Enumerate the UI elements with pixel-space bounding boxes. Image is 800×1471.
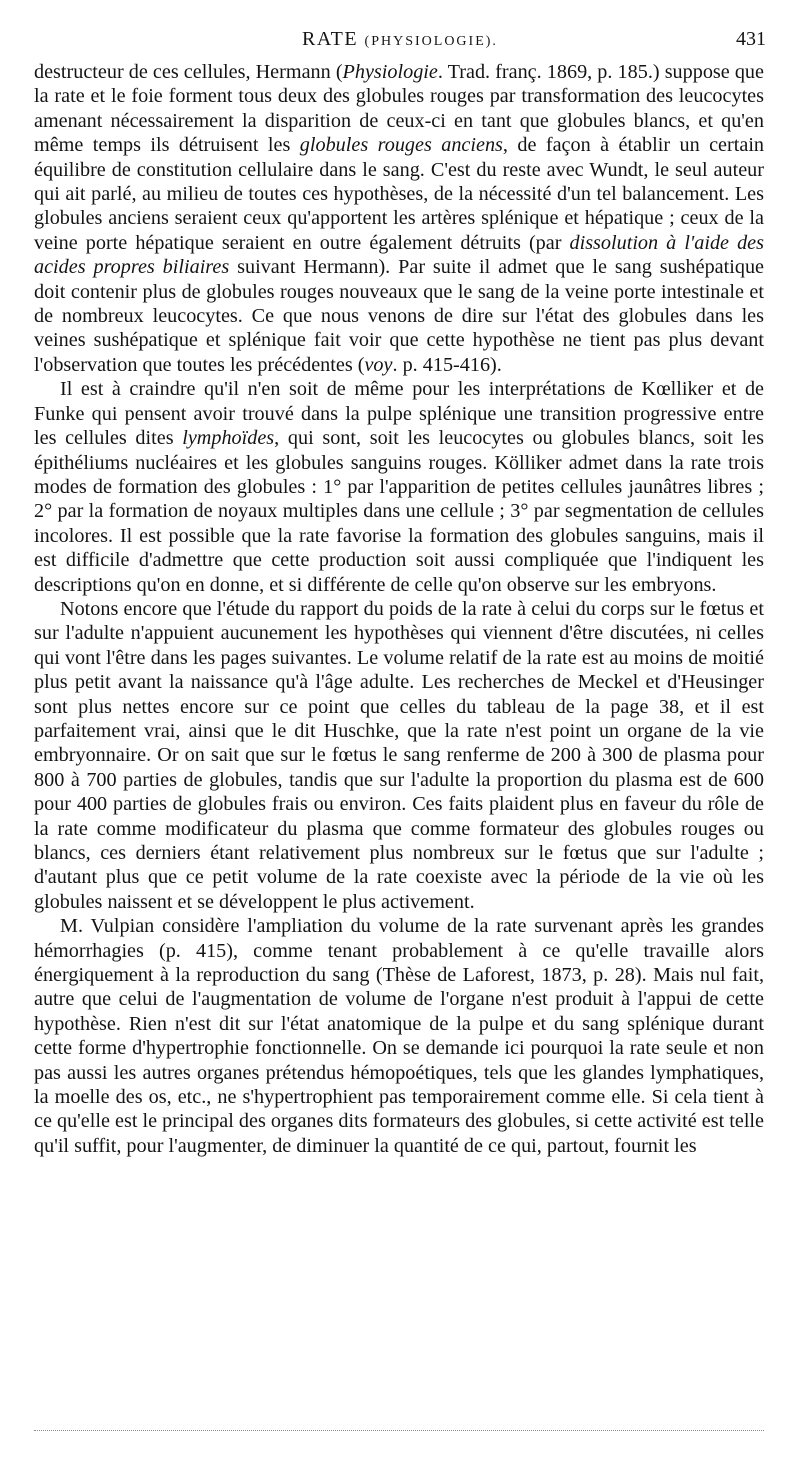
text-run: M. Vulpian considère l'ampliation du volume de la rate survenant après les grandes hémorrhagies (p. 415), comme tenant probablement à ce qu'elle travaille alors énergiquement à la reproduction du sang (Thèse de Laforest, 1873, p. 28). Mais nul fait, autre que celui de l'augmentation de volume de l'organe n'est produit à l'appui de cette hypothèse. Rien n'est dit sur l'état anatomique de la pulpe et du sang splénique durant cette forme d'hypertrophie fonctionnelle. On se demande ici pourquoi la rate seule et non pas aussi les autres organes prétendus hémopoétiques, tels que les glandes lymphatiques, la moelle des os, etc., ne s'hypertrophient pas temporairement comme elle. Si cela tient à ce qu'elle est le principal des organes dits formateurs des globules, si cette activité est telle qu'il suffit, pour l'augmenter, de diminuer la quantité de ce qui, partout, fournit les — [34, 915, 764, 1157]
text-run: . Trad. franç. 1869, p. 185.) suppose que la rate et le foie forment tous deux des globules rouges par transformation des leucocytes amenant nécessairement la disparition de ceux-ci en tant que globules blancs, et qu'en même temps ils détruisent les — [34, 61, 764, 157]
text-run: suivant Hermann). Par suite il admet que le sang sushépatique doit contenir plus de globules rouges nouveaux que le sang de la veine porte intestinale et de nombreux leucocytes. Ce que nous venons de dire sur l'état des globules dans les veines sushépatique et splénique fait voir que cette hypothèse ne tient pas plus devant l'observation que toutes les précédentes ( — [34, 256, 764, 376]
title-main: RATE — [302, 28, 359, 50]
italic-text: dissolution à l'aide des acides propres biliaires — [34, 231, 764, 279]
italic-text: lymphoïdes — [182, 427, 275, 450]
italic-text: Physiologie — [342, 61, 438, 83]
text-run: destructeur de ces cellules, Hermann ( — [34, 61, 343, 83]
page-title — [30, 28, 770, 51]
paragraph — [34, 377, 764, 597]
text-run: . p. 415-416). — [392, 353, 502, 376]
text-run: , de façon à établir un certain équilibre de constitution cellulaire dans le sang. C'est du reste avec Wundt, le seul auteur qui ait parlé, au milieu de toutes ces hypothèses, de la nécessité d'un tel balancement. Les globules anciens seraient ceux qu'apportent les artères splénique et hépatique ; ceux de la veine porte hépatique seraient en outre également détruits (par — [34, 134, 765, 254]
page-number: 431 — [736, 28, 766, 50]
body-text — [34, 60, 764, 1158]
title-subtitle: (PHYSIOLOGIE). — [364, 34, 498, 49]
italic-text: globules rouges anciens — [299, 134, 503, 157]
text-run: Il est à craindre qu'il n'en soit de même pour les interprétations de Kœlliker et de Funke qui pensent avoir trouvé dans la pulpe splénique une transition progressive entre les cellules dites — [34, 378, 764, 450]
paragraph — [34, 914, 764, 1158]
text-run: , qui sont, soit les leucocytes ou globules blancs, soit les épithéliums nucléaires et les globules sanguins rouges. Kölliker admet dans la rate trois modes de formation des globules : 1° par l'apparition de petites cellules jaunâtres libres ; 2° par la formation de noyaux multiples dans une cellule ; 3° par segmentation de cellules incolores. Il est possible que la rate favorise la formation des globules sanguins, mais il est difficile d'admettre que cette production soit aussi compliquée que l'indiquent les descriptions qu'on en donne, et si différente de celle qu'on observe sur les embryons. — [34, 427, 764, 596]
text-run: Notons encore que l'étude du rapport du poids de la rate à celui du corps sur le fœtus et sur l'adulte n'appuient aucunement les hypothèses qui viennent d'être discutées, ni celles qui vont l'être dans les pages suivantes. Le volume relatif de la rate est au moins de moitié plus petit avant la naissance qu'à l'âge adulte. Les recherches de Meckel et d'Heusinger sont plus nettes encore sur ce point que celles du tableau de la page 38, et il est parfaitement vrai, ainsi que le dit Huschke, que la rate n'est point un organe de la vie embryonnaire. Or on sait que sur le fœtus le sang renferme de 200 à 300 de plasma pour 800 à 700 parties de globules, tandis que sur l'adulte la proportion du plasma est de 600 pour 400 parties de globules frais ou environ. Ces faits plaident plus en faveur du rôle de la rate comme modificateur du plasma que comme formateur des globules rouges ou blancs, ces derniers étant relativement plus nombreux sur le fœtus que sur l'adulte ; d'autant plus que ce petit volume de la rate coexiste avec la période de la vie où les globules naissent et se développent le plus activement. — [34, 597, 764, 913]
running-head — [30, 28, 770, 52]
paragraph — [34, 60, 764, 377]
italic-text: voy — [364, 353, 393, 376]
bottom-rule — [34, 1430, 764, 1431]
paragraph — [34, 597, 764, 914]
